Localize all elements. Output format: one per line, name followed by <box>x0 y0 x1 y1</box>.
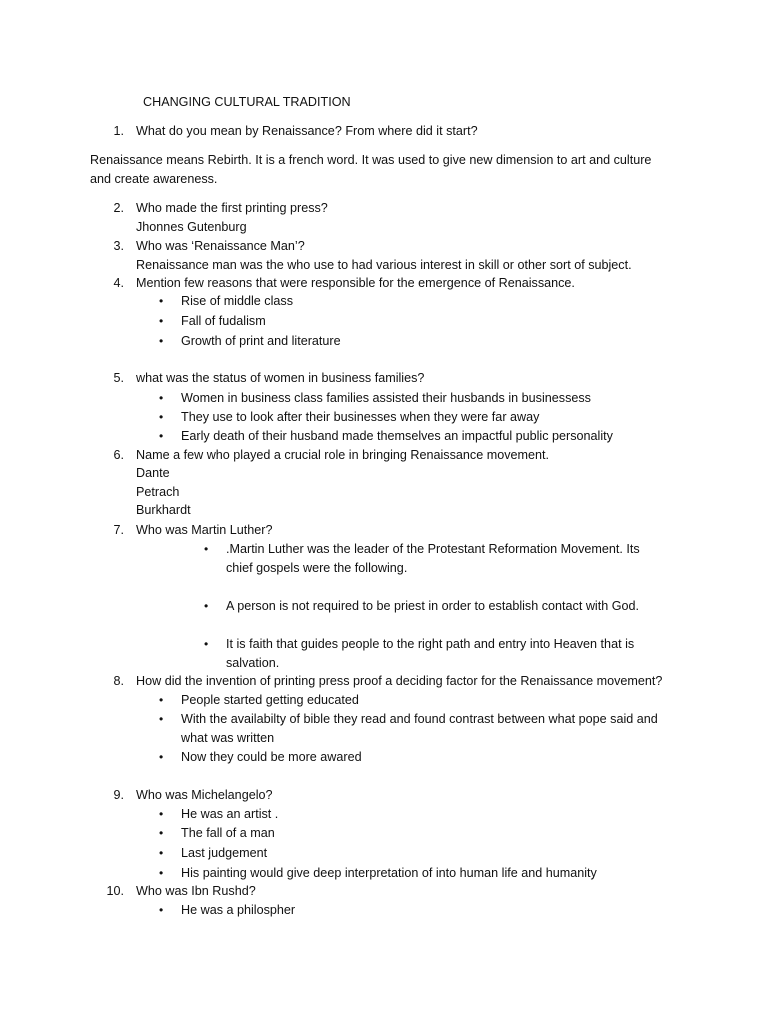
question-number: 3. <box>113 239 124 253</box>
bullet-icon: • <box>159 826 164 840</box>
list-item-continuation: chief gospels were the following. <box>226 561 408 575</box>
question-text: Who was Martin Luther? <box>136 523 273 537</box>
list-item: His painting would give deep interpretation of into human life and humanity <box>181 866 597 880</box>
bullet-icon: • <box>159 334 164 348</box>
question-number: 2. <box>113 201 124 215</box>
question-number: 10. <box>106 884 124 898</box>
question-text: Who was Ibn Rushd? <box>136 884 256 898</box>
question-number: 1. <box>113 124 124 138</box>
list-item: The fall of a man <box>181 826 275 840</box>
list-item: He was an artist . <box>181 807 279 821</box>
bullet-icon: • <box>159 807 164 821</box>
question-text: Name a few who played a crucial role in bringing Renaissance movement. <box>136 448 550 462</box>
list-item: Growth of print and literature <box>181 334 341 348</box>
list-item-continuation: salvation. <box>226 656 280 670</box>
question-text: what was the status of women in business families? <box>136 371 425 385</box>
question-number: 5. <box>113 371 124 385</box>
bullet-icon: • <box>159 846 164 860</box>
question-text: Mention few reasons that were responsible for the emergence of Renaissance. <box>136 276 575 290</box>
answer-text: Renaissance man was the who use to had various interest in skill or other sort of subject. <box>136 258 632 272</box>
question-number: 4. <box>113 276 124 290</box>
answer-text: Dante <box>136 466 170 480</box>
list-item: He was a philospher <box>181 903 296 917</box>
bullet-icon: • <box>159 693 164 707</box>
question-text: What do you mean by Renaissance? From where did it start? <box>136 124 478 138</box>
bullet-icon: • <box>159 294 164 308</box>
list-item: Rise of middle class <box>181 294 293 308</box>
bullet-icon: • <box>159 391 164 405</box>
answer-text: Jhonnes Gutenburg <box>136 220 247 234</box>
bullet-icon: • <box>159 314 164 328</box>
question-text: Who was Michelangelo? <box>136 788 273 802</box>
question-text: How did the invention of printing press proof a deciding factor for the Renaissance movement? <box>136 674 663 688</box>
bullet-icon: • <box>204 599 209 613</box>
question-number: 8. <box>113 674 124 688</box>
bullet-icon: • <box>204 637 209 651</box>
question-number: 9. <box>113 788 124 802</box>
list-item: It is faith that guides people to the right path and entry into Heaven that is <box>226 637 635 651</box>
bullet-icon: • <box>159 712 164 726</box>
question-number: 6. <box>113 448 124 462</box>
list-item: A person is not required to be priest in order to establish contact with God. <box>226 599 640 613</box>
list-item: With the availabilty of bible they read and found contrast between what pope said and <box>181 712 658 726</box>
list-item-continuation: what was written <box>181 731 275 745</box>
bullet-icon: • <box>204 542 209 556</box>
list-item: They use to look after their businesses when they were far away <box>181 410 540 424</box>
answer-text: Burkhardt <box>136 503 191 517</box>
question-text: Who was ‘Renaissance Man’? <box>136 239 305 253</box>
answer-text: Renaissance means Rebirth. It is a french word. It was used to give new dimension to art and culture <box>90 153 652 167</box>
list-item: Fall of fudalism <box>181 314 266 328</box>
question-number: 7. <box>113 523 124 537</box>
list-item: People started getting educated <box>181 693 359 707</box>
bullet-icon: • <box>159 429 164 443</box>
bullet-icon: • <box>159 903 164 917</box>
list-item: Women in business class families assisted their husbands in businessess <box>181 391 591 405</box>
answer-text: and create awareness. <box>90 172 218 186</box>
answer-text: Petrach <box>136 485 180 499</box>
bullet-icon: • <box>159 410 164 424</box>
list-item: Now they could be more awared <box>181 750 362 764</box>
bullet-icon: • <box>159 866 164 880</box>
list-item: .Martin Luther was the leader of the Protestant Reformation Movement. Its <box>226 542 640 556</box>
bullet-icon: • <box>159 750 164 764</box>
list-item: Early death of their husband made themselves an impactful public personality <box>181 429 613 443</box>
list-item: Last judgement <box>181 846 268 860</box>
question-text: Who made the first printing press? <box>136 201 328 215</box>
document-title: CHANGING CULTURAL TRADITION <box>143 95 351 109</box>
